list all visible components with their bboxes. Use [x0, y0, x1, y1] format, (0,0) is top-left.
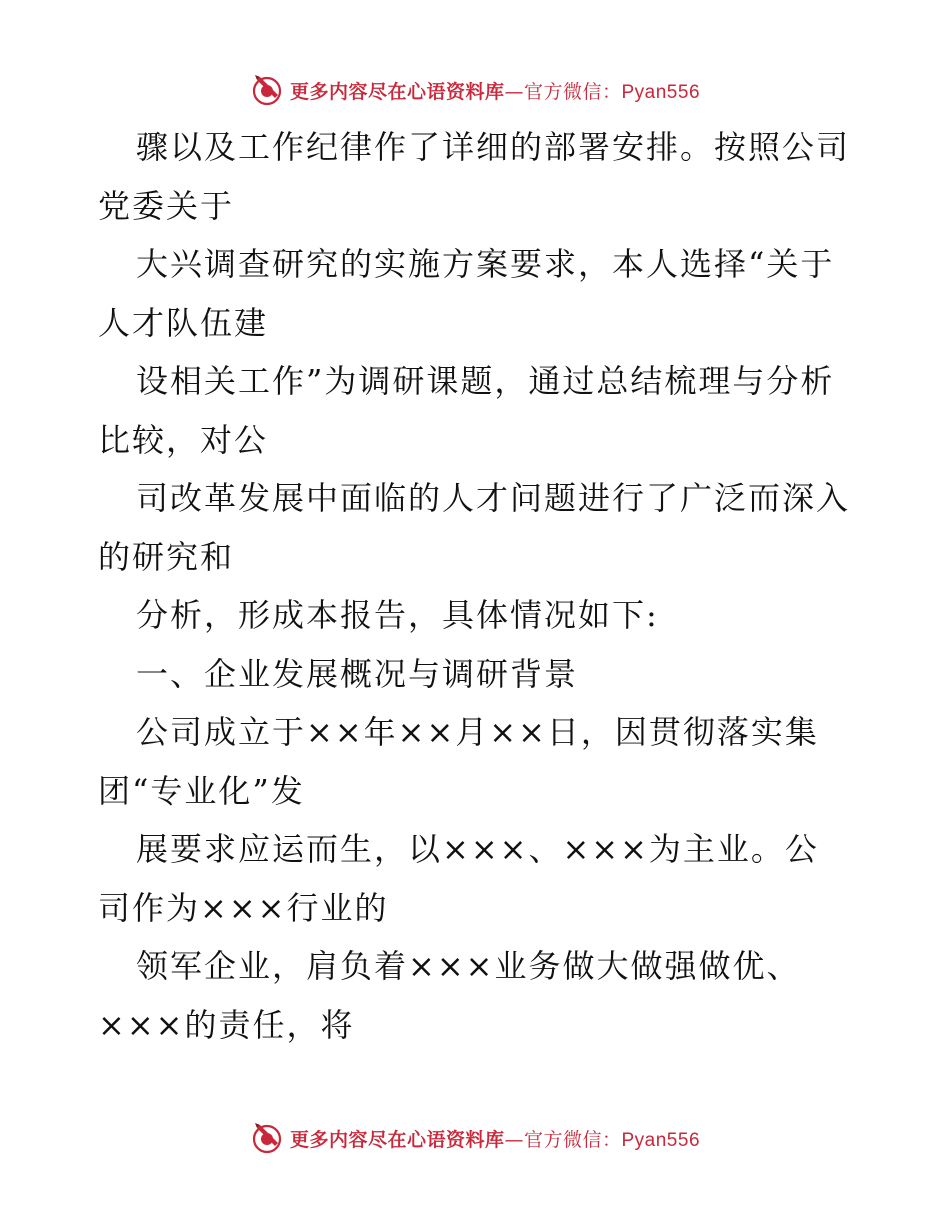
body-line: 公司成立于××年××月××日，因贯彻落实集: [136, 713, 819, 751]
body-line: 展要求应运而生，以×××、×××为主业。公: [136, 830, 819, 868]
body-line: 骤以及工作纪律作了详细的部署安排。按照公司: [136, 128, 851, 166]
body-line: ×××的责任，将: [98, 1005, 355, 1044]
footer-banner: [0, 1118, 950, 1158]
header-wechat-label: 官方微信：: [523, 80, 622, 103]
body-line: 领军企业，肩负着×××业务做大做强做优、: [136, 947, 801, 985]
body-line: 比较，对公: [98, 420, 269, 459]
body-line: 大兴调查研究的实施方案要求，本人选择“关于: [136, 245, 835, 283]
footer-separator: —: [504, 1128, 524, 1151]
header-banner: [0, 70, 950, 110]
body-line: 司作为×××行业的: [98, 888, 389, 927]
body-line: 的研究和: [98, 537, 235, 576]
body-line: 一、企业发展概况与调研背景: [136, 654, 579, 693]
header-wechat-id: Pyan556: [621, 81, 701, 103]
header-separator: —: [504, 80, 524, 103]
header-banner-content: [250, 73, 700, 107]
body-line: 人才队伍建: [98, 303, 269, 342]
quill-pen-circle-icon: [250, 73, 284, 107]
body-line: 设相关工作”为调研课题，通过总结梳理与分析: [136, 362, 835, 400]
document-body: [98, 118, 858, 1054]
footer-wechat-label: 官方微信：: [523, 1128, 622, 1151]
body-line: 党委关于: [98, 186, 235, 225]
footer-banner-text: [290, 1125, 700, 1152]
footer-wechat-id: Pyan556: [621, 1129, 701, 1151]
body-line: 团“专业化”发: [98, 771, 305, 810]
body-line: 分析，形成本报告，具体情况如下:: [136, 596, 659, 634]
footer-brand-text: 更多内容尽在心语资料库: [289, 1128, 505, 1151]
quill-pen-circle-icon: [250, 1121, 284, 1155]
footer-banner-content: [250, 1121, 700, 1155]
header-banner-text: [290, 77, 700, 104]
body-line: 司改革发展中面临的人才问题进行了广泛而深入: [136, 479, 851, 517]
header-brand-text: 更多内容尽在心语资料库: [289, 80, 505, 103]
